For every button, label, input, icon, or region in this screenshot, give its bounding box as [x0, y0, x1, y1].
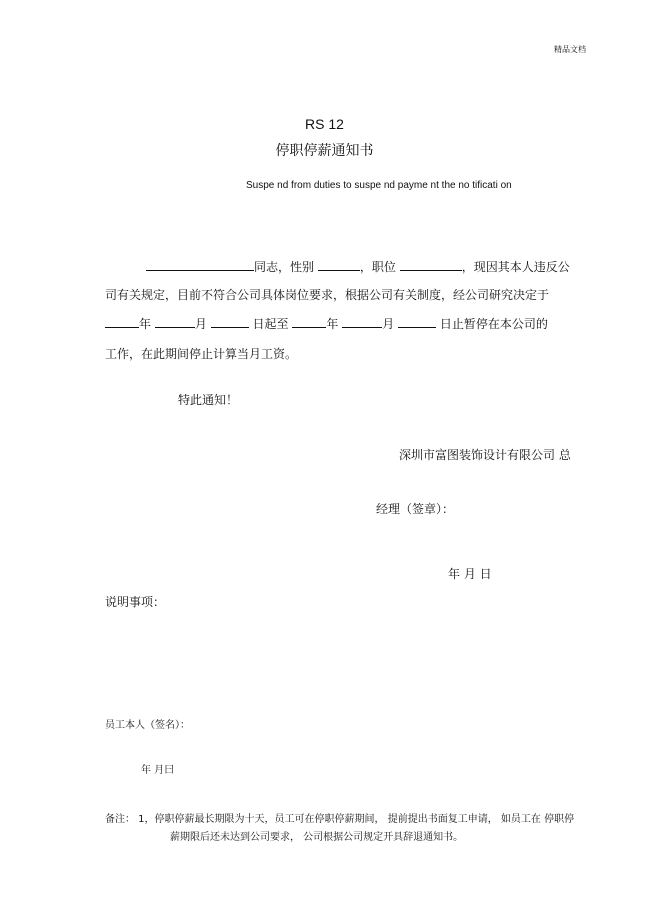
employee-date: 年 月曰	[141, 765, 175, 776]
notice-text: 特此通知！	[178, 393, 239, 407]
body-line-3	[105, 315, 548, 332]
end-day-blank[interactable]	[398, 315, 436, 328]
english-subtitle: Suspe nd from duties to suspe nd payme nt the no tificati on	[246, 180, 512, 191]
end-year-blank[interactable]	[292, 315, 326, 328]
manager-signature-label: 经理（签章）：	[376, 502, 455, 516]
end-month-label: 月	[382, 317, 395, 331]
remark-line-2: 薪期限后还未达到公司要求， 公司根据公司规定开具辞退通知书。	[170, 832, 464, 843]
start-year-blank[interactable]	[105, 315, 139, 328]
body-line-4: 工作，在此期间停止计算当月工资。	[105, 347, 298, 361]
start-day-blank[interactable]	[211, 315, 249, 328]
notes-heading: 说明事项：	[105, 595, 166, 609]
until-day-label: 日止暂停在本公司的	[439, 317, 548, 331]
position-label: ，职位	[359, 260, 396, 274]
form-code: RS 12	[305, 116, 344, 132]
company-name: 深圳市富图装饰设计有限公司 总	[399, 448, 571, 462]
document-title: 停职停薪通知书	[275, 143, 374, 159]
reason-start: ，现因其本人违反公	[461, 260, 570, 274]
remark-line-1: 备注： 1，停职停薪最长期限为十天，员工可在停职停薪期间， 提前提出书面复工申请， 如员工在 停职停	[105, 814, 575, 825]
name-blank[interactable]	[146, 258, 254, 271]
start-month-blank[interactable]	[155, 315, 195, 328]
watermark: 精品文档	[554, 45, 586, 54]
start-year-label: 年	[139, 317, 152, 331]
position-blank[interactable]	[400, 258, 462, 271]
from-day-label: 日起至	[252, 317, 289, 331]
employee-signature-label: 员工本人（签名）：	[105, 720, 190, 731]
end-year-label: 年	[326, 317, 339, 331]
body-line-2: 司有关规定，目前不符合公司具体岗位要求，根据公司有关制度，经公司研究决定于	[105, 288, 550, 302]
gender-blank[interactable]	[318, 258, 360, 271]
body-line-1	[146, 258, 570, 275]
start-month-label: 月	[194, 317, 207, 331]
end-month-blank[interactable]	[342, 315, 382, 328]
signature-date: 年 月 日	[448, 567, 492, 581]
comrade-gender-label: 同志，性别	[254, 260, 315, 274]
